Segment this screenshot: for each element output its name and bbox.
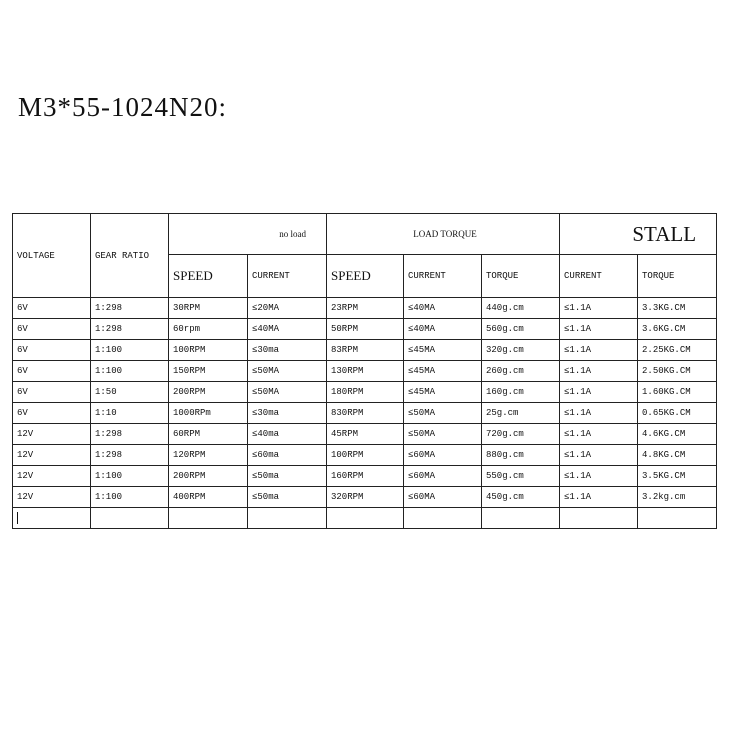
cell: 12V [13, 466, 91, 487]
text-cursor [17, 512, 18, 524]
cell: 2.50KG.CM [638, 361, 717, 382]
spec-title: M3*55-1024N20: [18, 92, 227, 122]
cell: ≤60MA [404, 487, 482, 508]
cell: 2.25KG.CM [638, 340, 717, 361]
cell: ≤60MA [404, 445, 482, 466]
cell: 1:100 [91, 487, 169, 508]
cell: 12V [13, 424, 91, 445]
cell: ≤45MA [404, 382, 482, 403]
table-row [13, 340, 717, 361]
empty-cell [327, 508, 404, 529]
cell: 23RPM [327, 298, 404, 319]
cell: 150RPM [169, 361, 248, 382]
empty-cell [482, 508, 560, 529]
cell: ≤60ma [248, 445, 327, 466]
stall-current-header: CURRENT [560, 255, 638, 298]
editable-cell[interactable] [13, 508, 91, 529]
cell: 6V [13, 319, 91, 340]
cell: 1:100 [91, 466, 169, 487]
table-row [13, 424, 717, 445]
cell: 12V [13, 445, 91, 466]
cell: ≤50MA [248, 382, 327, 403]
cell: 6V [13, 340, 91, 361]
cell: ≤50ma [248, 466, 327, 487]
cell: ≤40MA [404, 298, 482, 319]
cell: ≤1.1A [560, 382, 638, 403]
cell: ≤45MA [404, 361, 482, 382]
cell: 6V [13, 403, 91, 424]
cell: 4.6KG.CM [638, 424, 717, 445]
cell: 320g.cm [482, 340, 560, 361]
cell: 880g.cm [482, 445, 560, 466]
cell: ≤50MA [404, 424, 482, 445]
cell: 160g.cm [482, 382, 560, 403]
empty-cell [91, 508, 169, 529]
voltage-header: VOLTAGE [13, 214, 91, 298]
cell: ≤1.1A [560, 298, 638, 319]
empty-cell [248, 508, 327, 529]
no-load-current-header: CURRENT [248, 255, 327, 298]
cell: 50RPM [327, 319, 404, 340]
cell: ≤50ma [248, 487, 327, 508]
cell: ≤1.1A [560, 424, 638, 445]
cell: 260g.cm [482, 361, 560, 382]
cell: 450g.cm [482, 487, 560, 508]
cell: 25g.cm [482, 403, 560, 424]
cell: 1:100 [91, 340, 169, 361]
cell: 120RPM [169, 445, 248, 466]
cell: ≤50MA [404, 403, 482, 424]
cell: 1:298 [91, 424, 169, 445]
empty-cell [404, 508, 482, 529]
cell: 1000RPm [169, 403, 248, 424]
cell: ≤1.1A [560, 340, 638, 361]
cell: 440g.cm [482, 298, 560, 319]
table-row [13, 382, 717, 403]
stall-torque-header: TORQUE [638, 255, 717, 298]
cell: ≤1.1A [560, 466, 638, 487]
cell: ≤1.1A [560, 403, 638, 424]
cell: 200RPM [169, 466, 248, 487]
cell: 6V [13, 361, 91, 382]
cell: ≤1.1A [560, 361, 638, 382]
cell: 3.5KG.CM [638, 466, 717, 487]
cell: 1:100 [91, 361, 169, 382]
cell: 4.8KG.CM [638, 445, 717, 466]
cell: ≤1.1A [560, 445, 638, 466]
table-row [13, 361, 717, 382]
gear-ratio-header: GEAR RATIO [91, 214, 169, 298]
cell: 3.6KG.CM [638, 319, 717, 340]
load-torque-col-header: TORQUE [482, 255, 560, 298]
cell: 1:298 [91, 445, 169, 466]
table-row [13, 403, 717, 424]
cell: 830RPM [327, 403, 404, 424]
cell: 60rpm [169, 319, 248, 340]
cell: 400RPM [169, 487, 248, 508]
cell: 30RPM [169, 298, 248, 319]
cell: 180RPM [327, 382, 404, 403]
stall-header: STALL [560, 214, 717, 255]
cell: 320RPM [327, 487, 404, 508]
cell: 12V [13, 487, 91, 508]
empty-cell [169, 508, 248, 529]
cell: 1.60KG.CM [638, 382, 717, 403]
cell: 83RPM [327, 340, 404, 361]
cell: 100RPM [169, 340, 248, 361]
cell: ≤30ma [248, 403, 327, 424]
cell: 550g.cm [482, 466, 560, 487]
cell: ≤40MA [248, 319, 327, 340]
cell: 160RPM [327, 466, 404, 487]
cell: ≤1.1A [560, 319, 638, 340]
motor-spec-table [12, 213, 717, 529]
cell: ≤20MA [248, 298, 327, 319]
header-row-1 [13, 214, 717, 255]
cell: ≤60MA [404, 466, 482, 487]
cell: ≤45MA [404, 340, 482, 361]
cell: 6V [13, 298, 91, 319]
cell: ≤40ma [248, 424, 327, 445]
table-row [13, 319, 717, 340]
cell: 130RPM [327, 361, 404, 382]
load-current-header: CURRENT [404, 255, 482, 298]
table-row [13, 298, 717, 319]
cell: 60RPM [169, 424, 248, 445]
cell: ≤40MA [404, 319, 482, 340]
no-load-speed-header: SPEED [169, 255, 248, 298]
table-row [13, 445, 717, 466]
cell: 1:50 [91, 382, 169, 403]
cell: 1:298 [91, 319, 169, 340]
cell: 45RPM [327, 424, 404, 445]
cell: 6V [13, 382, 91, 403]
cell: 200RPM [169, 382, 248, 403]
cell: 560g.cm [482, 319, 560, 340]
cell: 720g.cm [482, 424, 560, 445]
no-load-header: no load [169, 214, 327, 255]
cell: ≤50MA [248, 361, 327, 382]
cell: ≤30ma [248, 340, 327, 361]
cell: 3.2kg.cm [638, 487, 717, 508]
cell: 3.3KG.CM [638, 298, 717, 319]
cell: ≤1.1A [560, 487, 638, 508]
empty-cell [638, 508, 717, 529]
cell: 100RPM [327, 445, 404, 466]
cell: 0.65KG.CM [638, 403, 717, 424]
empty-row [13, 508, 717, 529]
load-torque-header: LOAD TORQUE [327, 214, 560, 255]
table-row [13, 487, 717, 508]
load-speed-header: SPEED [327, 255, 404, 298]
cell: 1:10 [91, 403, 169, 424]
cell: 1:298 [91, 298, 169, 319]
empty-cell [560, 508, 638, 529]
table-row [13, 466, 717, 487]
